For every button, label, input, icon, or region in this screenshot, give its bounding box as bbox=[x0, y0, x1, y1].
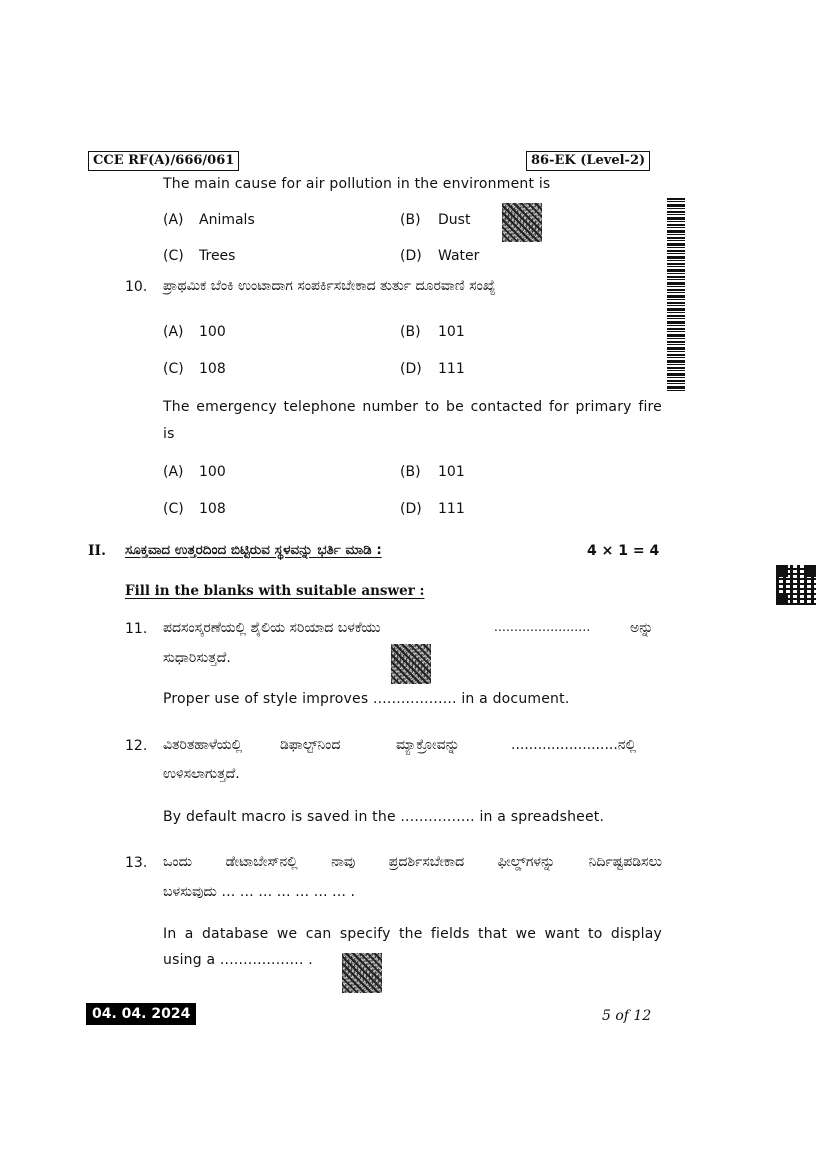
option-letter: (D) bbox=[400, 248, 422, 264]
q13-english-text: In a database we can specify the fields that we want to display bbox=[163, 926, 662, 942]
option-letter: (B) bbox=[400, 464, 421, 480]
option-letter: (C) bbox=[163, 501, 184, 517]
question-number: 10. bbox=[125, 279, 148, 295]
option-letter: (C) bbox=[163, 248, 184, 264]
option-text: 111 bbox=[438, 361, 465, 377]
q11-kannada-text-end: ಅನ್ನು bbox=[630, 620, 654, 636]
section-numeral: II. bbox=[88, 543, 106, 559]
option-text: 108 bbox=[199, 501, 226, 517]
paper-code: CCE RF(A)/666/061 bbox=[88, 151, 239, 171]
q11-kannada-text: ಪದಸಂಸ್ಕರಣೆಯಲ್ಲಿ ಶೈಲಿಯ ಸರಿಯಾದ ಬಳಕೆಯು bbox=[163, 620, 381, 636]
q12-kannada-word: ಮ್ಯಾಕ್ರೋವನ್ನು bbox=[396, 737, 460, 753]
option-letter: (B) bbox=[400, 324, 421, 340]
exam-date: 04. 04. 2024 bbox=[86, 1003, 196, 1025]
option-letter: (A) bbox=[163, 324, 184, 340]
q10-english-text: The emergency telephone number to be contacted for primary fire bbox=[163, 399, 662, 415]
question-number: 12. bbox=[125, 738, 148, 754]
option-letter: (D) bbox=[400, 361, 422, 377]
q11-english-text: Proper use of style improves .................. in a document. bbox=[163, 691, 570, 707]
option-letter: (C) bbox=[163, 361, 184, 377]
option-text: Trees bbox=[199, 248, 236, 264]
option-text: 111 bbox=[438, 501, 465, 517]
option-letter: (A) bbox=[163, 464, 184, 480]
section-kannada-heading: ಸೂಕ್ತವಾದ ಉತ್ತರದಿಂದ ಬಿಟ್ಟಿರುವ ಸ್ಥಳವನ್ನು ಭರ್ತಿ ಮಾಡಿ : bbox=[125, 542, 382, 558]
watermark-noise-image bbox=[391, 644, 431, 684]
option-text: Water bbox=[438, 248, 480, 264]
option-text: 101 bbox=[438, 464, 465, 480]
option-text: Dust bbox=[438, 212, 471, 228]
q12-kannada-text-cont: ಉಳಿಸಲಾಗುತ್ತದೆ. bbox=[163, 766, 240, 782]
subject-code: 86-EK (Level-2) bbox=[526, 151, 650, 171]
question-number: 11. bbox=[125, 621, 148, 637]
q11-blank: ........................ bbox=[494, 620, 591, 634]
option-letter: (D) bbox=[400, 501, 422, 517]
q12-kannada-blank: ........................ನಲ್ಲಿ bbox=[511, 737, 637, 753]
option-text: Animals bbox=[199, 212, 255, 228]
q10-kannada-text: ಪ್ರಾಥಮಿಕ ಬೆಂಕಿ ಉಂಟಾದಾಗ ಸಂಪರ್ಕಿಸಬೇಕಾದ ತುರ್ತು ದೂರವಾಣಿ ಸಂಖ್ಯೆ bbox=[163, 278, 496, 294]
q13-kannada-text-cont: ಬಳಸುವುದು … … … … … … … . bbox=[163, 884, 355, 900]
q12-kannada-word: ವಿತರಿತಹಾಳೆಯಲ್ಲಿ bbox=[163, 737, 243, 753]
option-text: 100 bbox=[199, 324, 226, 340]
option-text: 101 bbox=[438, 324, 465, 340]
question-number: 13. bbox=[125, 855, 148, 871]
option-text: 108 bbox=[199, 361, 226, 377]
q13-english-text-cont: using a .................. . bbox=[163, 952, 313, 968]
watermark-noise-image bbox=[342, 953, 382, 993]
page-number: 5 of 12 bbox=[602, 1008, 652, 1024]
option-text: 100 bbox=[199, 464, 226, 480]
q9-english-text: The main cause for air pollution in the environment is bbox=[163, 176, 551, 192]
option-letter: (A) bbox=[163, 212, 184, 228]
barcode bbox=[667, 198, 685, 392]
qr-code bbox=[776, 565, 816, 605]
q13-kannada-text: ಒಂದು ಡೇಟಾಬೇಸ್‌ನಲ್ಲಿ ನಾವು ಪ್ರದರ್ಶಿಸಬೇಕಾದ ಫೀಲ್ಡ್‌ಗಳನ್ನು ನಿರ್ದಿಷ್ಟಪಡಿಸಲು bbox=[163, 854, 662, 870]
q10-english-text-cont: is bbox=[163, 426, 175, 442]
q11-kannada-text-cont: ಸುಧಾರಿಸುತ್ತದೆ. bbox=[163, 650, 231, 666]
section-marks: 4 × 1 = 4 bbox=[587, 543, 660, 559]
section-english-heading: Fill in the blanks with suitable answer : bbox=[125, 583, 425, 599]
q12-kannada-word: ಡಿಫಾಲ್ಟ್‌ನಿಂದ bbox=[280, 737, 341, 753]
q12-english-text: By default macro is saved in the ................ in a spreadsheet. bbox=[163, 809, 605, 825]
watermark-noise-image bbox=[502, 203, 542, 242]
option-letter: (B) bbox=[400, 212, 421, 228]
